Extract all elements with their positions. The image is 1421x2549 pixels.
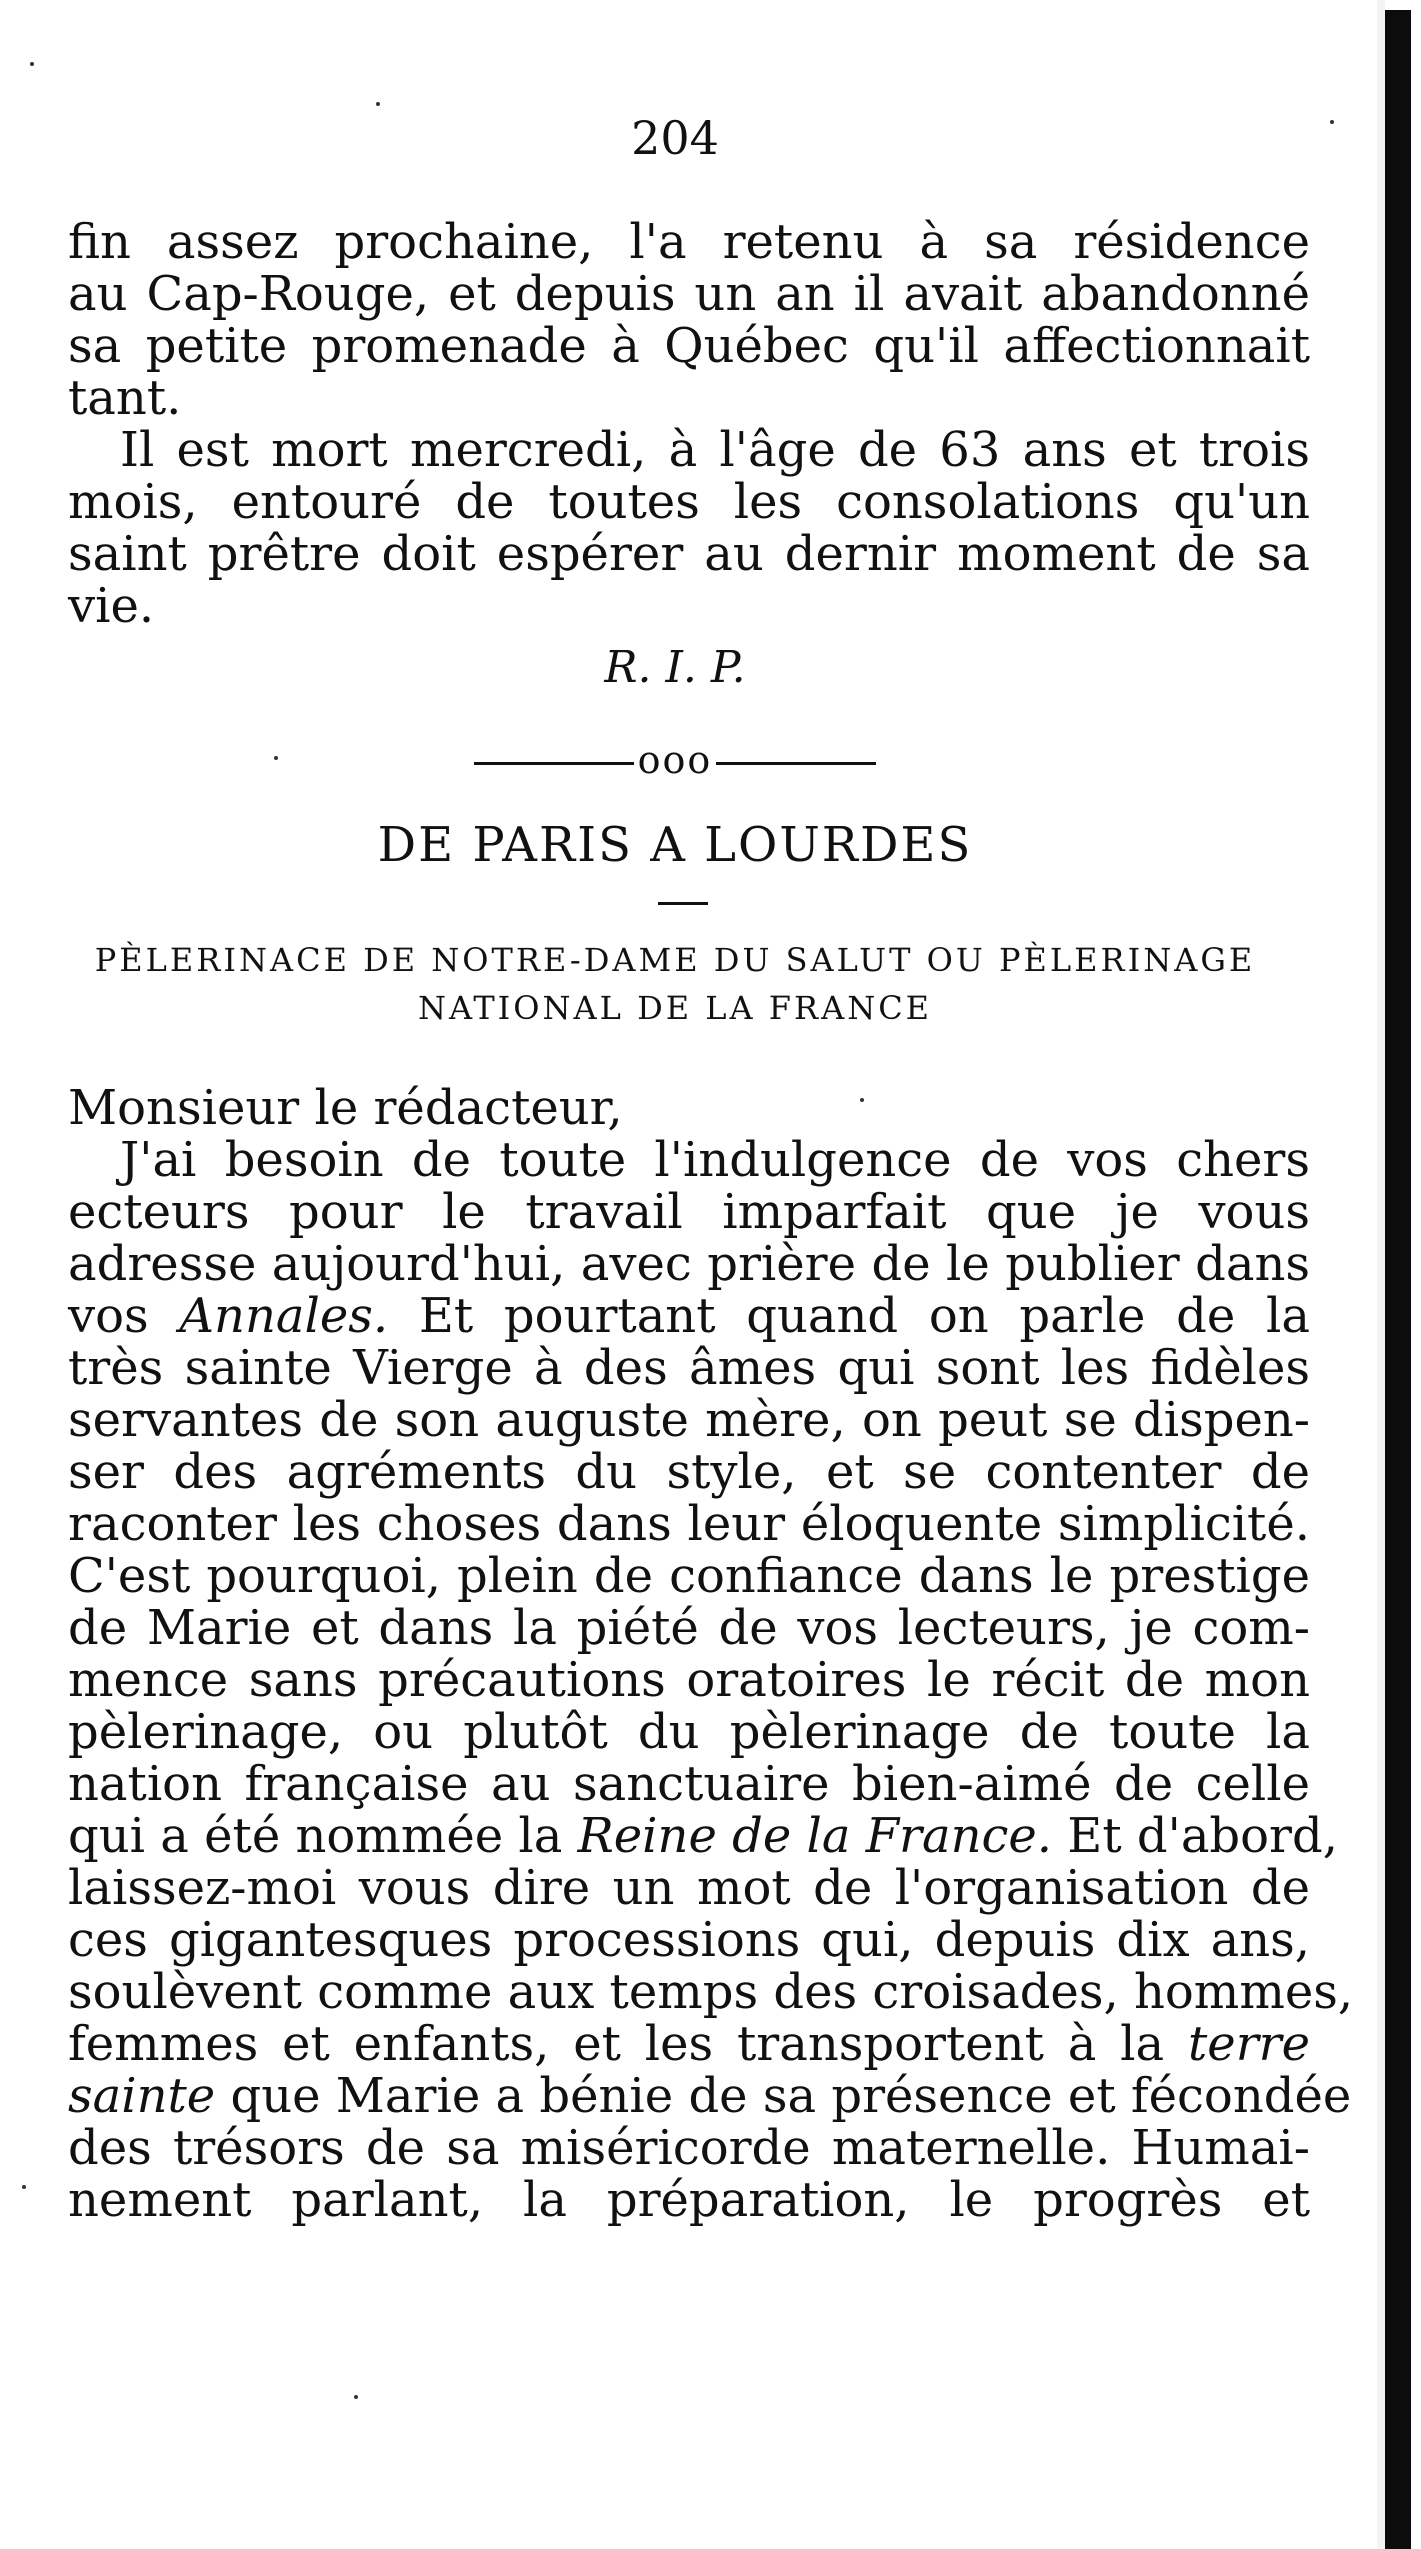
letter-body [68, 1080, 1354, 2228]
scan-speck [22, 2185, 26, 2189]
terre-italic: terre [1188, 2016, 1310, 2072]
body-line: mence sans précautions oratoires le récit de mon [68, 1652, 1310, 1708]
body-line: ser des agréments du style, et se contenter de [68, 1444, 1310, 1500]
body-line [68, 1808, 1338, 1864]
salutation: Monsieur le rédacteur, [68, 1080, 623, 1136]
intro-line: fin assez prochaine, l'a retenu à sa résidence [68, 214, 1310, 270]
body-line: servantes de son auguste mère, on peut se dispen- [68, 1392, 1310, 1448]
body-text: Et pourtant quand on parle de la [388, 1288, 1310, 1344]
body-text: que Marie a bénie de sa présence et fécondée [215, 2068, 1352, 2124]
scan-speck [860, 1098, 864, 1102]
intro-line: Il est mort mercredi, à l'âge de 63 ans et trois [120, 422, 1310, 478]
body-line: laissez-moi vous dire un mot de l'organisation de [68, 1860, 1310, 1916]
article-subtitle-line-1: PÈLERINACE DE NOTRE-DAME DU SALUT OU PÈLERINAGE [94, 941, 1256, 979]
body-line [68, 1290, 1310, 1342]
scan-speck [30, 62, 34, 66]
body-text: femmes et enfants, et les transportent à la [68, 2016, 1188, 2072]
body-line: ecteurs pour le travail imparfait que je vous [68, 1184, 1310, 1240]
scan-speck [1330, 120, 1334, 124]
scan-speck [274, 756, 278, 760]
sainte-italic: sainte [68, 2068, 216, 2124]
intro-line: saint prêtre doit espérer au dernir moment de sa [68, 526, 1310, 582]
intro-line: vie. [68, 578, 155, 634]
title-dash [658, 902, 708, 905]
signature-rip: R. I. P. [604, 642, 746, 693]
ornament-text: ooo [637, 738, 713, 782]
page-number: 204 [631, 111, 719, 165]
body-text: Et d'abord, [1052, 1808, 1338, 1864]
ornament-rule-right [716, 762, 876, 765]
body-line [68, 2018, 1310, 2070]
body-line: pèlerinage, ou plutôt du pèlerinage de toute la [68, 1704, 1310, 1760]
article-subtitle-line-2: NATIONAL DE LA FRANCE [417, 989, 933, 1027]
body-text: vos [68, 1288, 180, 1344]
body-line: nation française au sanctuaire bien-aimé de celle [68, 1756, 1310, 1812]
body-line [68, 2068, 1352, 2124]
body-line: raconter les choses dans leur éloquente simplicité. [68, 1496, 1310, 1552]
intro-paragraph [68, 216, 1310, 632]
scan-speck [354, 2395, 358, 2399]
intro-line: tant. [68, 370, 182, 426]
body-line: soulèvent comme aux temps des croisades, hommes, [68, 1964, 1354, 2020]
intro-line: sa petite promenade à Québec qu'il affectionnait [68, 318, 1310, 374]
scan-speck [376, 102, 380, 106]
body-line: ces gigantesques processions qui, depuis dix ans, [68, 1912, 1310, 1968]
page-edge-bar [1385, 10, 1411, 2549]
intro-line: mois, entouré de toutes les consolations qu'un [68, 474, 1310, 530]
body-line: très sainte Vierge à des âmes qui sont les fidèles [68, 1340, 1310, 1396]
body-line: des trésors de sa miséricorde maternelle. Humai- [68, 2120, 1310, 2176]
ornament-rule-left [474, 762, 634, 765]
body-line: J'ai besoin de toute l'indulgence de vos chers [120, 1132, 1310, 1188]
section-ornament [0, 735, 1350, 785]
page-edge-shadow [1377, 0, 1385, 2549]
annales-italic: Annales. [179, 1288, 389, 1344]
body-text: qui a été nommée la [68, 1808, 578, 1864]
article-title: DE PARIS A LOURDES [377, 817, 973, 873]
body-line: C'est pourquoi, plein de confiance dans le prestige [68, 1548, 1310, 1604]
body-line: nement parlant, la préparation, le progrès et [68, 2172, 1310, 2228]
body-line: adresse aujourd'hui, avec prière de le publier dans [68, 1236, 1310, 1292]
body-line: de Marie et dans la piété de vos lecteurs, je com- [68, 1600, 1310, 1656]
reine-de-la-france-italic: Reine de la France. [577, 1808, 1053, 1864]
intro-line: au Cap-Rouge, et depuis un an il avait abandonné [68, 266, 1310, 322]
